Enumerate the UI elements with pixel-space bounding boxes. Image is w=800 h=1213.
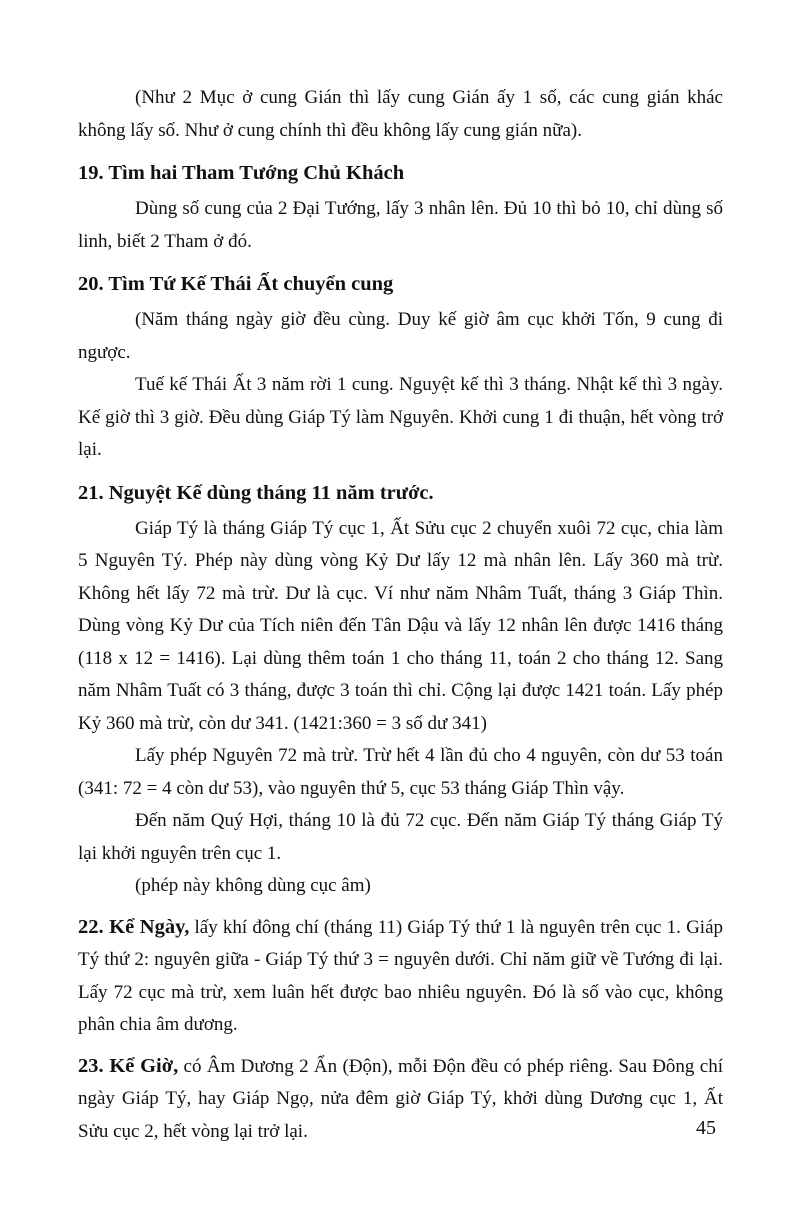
paragraph-section-21-body: Giáp Tý là tháng Giáp Tý cục 1, Ất Sửu cục 2 chuyển xuôi 72 cục, chia làm 5 Nguyên Tý. Phép này dùng vòng Kỷ Dư lấy 12 mà nhân lên. Lấy 360 mà trừ. Không hết lấy 72 mà trừ. Dư là cục. Ví như năm Nhâm Tuất, tháng 3 Giáp Thìn. Dùng vòng Kỷ Dư của Tích niên đến Tân Dậu và lấy 12 nhân lên được 1416 tháng (118 x 12 = 1416). Lại dùng thêm toán 1 cho tháng 11, toán 2 cho tháng 12. Sang năm Nhâm Tuất có 3 tháng, được 3 toán thì chỉ. Cộng lại được 1421 toán. Lấy phép Kỷ 360 mà trừ, còn dư 341. (1421:360 = 3 số dư 341) xyxy=(78,517,723,734)
note-paragraph-intercalary-palace: (Như 2 Mục ở cung Gián thì lấy cung Gián ấy 1 số, các cung gián khác không lấy số. Như ở cung chính thì đều không lấy cung gián nữa). xyxy=(78,87,723,141)
heading-section-21: 21. Nguyệt Kế dùng tháng 11 năm trước. xyxy=(78,481,434,504)
paragraph-section-23-text: có Âm Dương 2 Ẩn (Độn), mỗi Độn đều có phép riêng. Sau Đông chí ngày Giáp Tý, hay Giáp Ngọ, nửa đêm giờ Giáp Tý, khởi dùng Dương cục 1, Ất Sửu cục 2, hết vòng lại trở lại. xyxy=(78,1055,723,1142)
paragraph-section-20-note: (Năm tháng ngày giờ đều cùng. Duy kế giờ âm cục khởi Tốn, 9 cung đi ngược. xyxy=(78,309,723,363)
heading-section-23: 23. Kể Giờ, xyxy=(78,1054,179,1077)
paragraph-section-19: Dùng số cung của 2 Đại Tướng, lấy 3 nhân lên. Đủ 10 thì bỏ 10, chỉ dùng số linh, biết 2 Tham ở đó. xyxy=(78,198,723,252)
paragraph-section-21-cycle: Đến năm Quý Hợi, tháng 10 là đủ 72 cục. Đến năm Giáp Tý tháng Giáp Tý lại khởi nguyên trên cục 1. xyxy=(78,810,723,864)
page-number: 45 xyxy=(696,1117,716,1139)
paragraph-section-20-body: Tuế kế Thái Ất 3 năm rời 1 cung. Nguyệt kế thì 3 tháng. Nhật kế thì 3 ngày. Kế giờ thì 3 giờ. Đều dùng Giáp Tý làm Nguyên. Khởi cung 1 đi thuận, hết vòng trở lại. xyxy=(78,374,723,460)
paragraph-section-21-remainder: Lấy phép Nguyên 72 mà trừ. Trừ hết 4 lần đủ cho 4 nguyên, còn dư 53 toán (341: 72 = 4 còn dư 53), vào nguyên thứ 5, cục 53 tháng Giáp Thìn vậy. xyxy=(78,745,723,799)
heading-section-22: 22. Kể Ngày, xyxy=(78,915,190,938)
paragraph-section-22 xyxy=(78,911,723,1042)
paragraph-section-21-note: (phép này không dùng cục âm) xyxy=(135,875,371,896)
page-body xyxy=(78,82,723,1148)
paragraph-section-23 xyxy=(78,1050,723,1149)
heading-section-20: 20. Tìm Tứ Kế Thái Ất chuyển cung xyxy=(78,273,394,295)
heading-section-19: 19. Tìm hai Tham Tướng Chủ Khách xyxy=(78,162,405,184)
paragraph-section-22-text: lấy khí đông chí (tháng 11) Giáp Tý thứ 1 là nguyên trên cục 1. Giáp Tý thứ 2: nguyên giữa - Giáp Tý thứ 3 = nguyên dưới. Chỉ năm giữ về Tướng đi lại. Lấy 72 cục mà trừ, xem luân hết được bao nhiêu nguyên. Đó là số vào cục, không phân chia âm dương. xyxy=(78,916,724,1035)
